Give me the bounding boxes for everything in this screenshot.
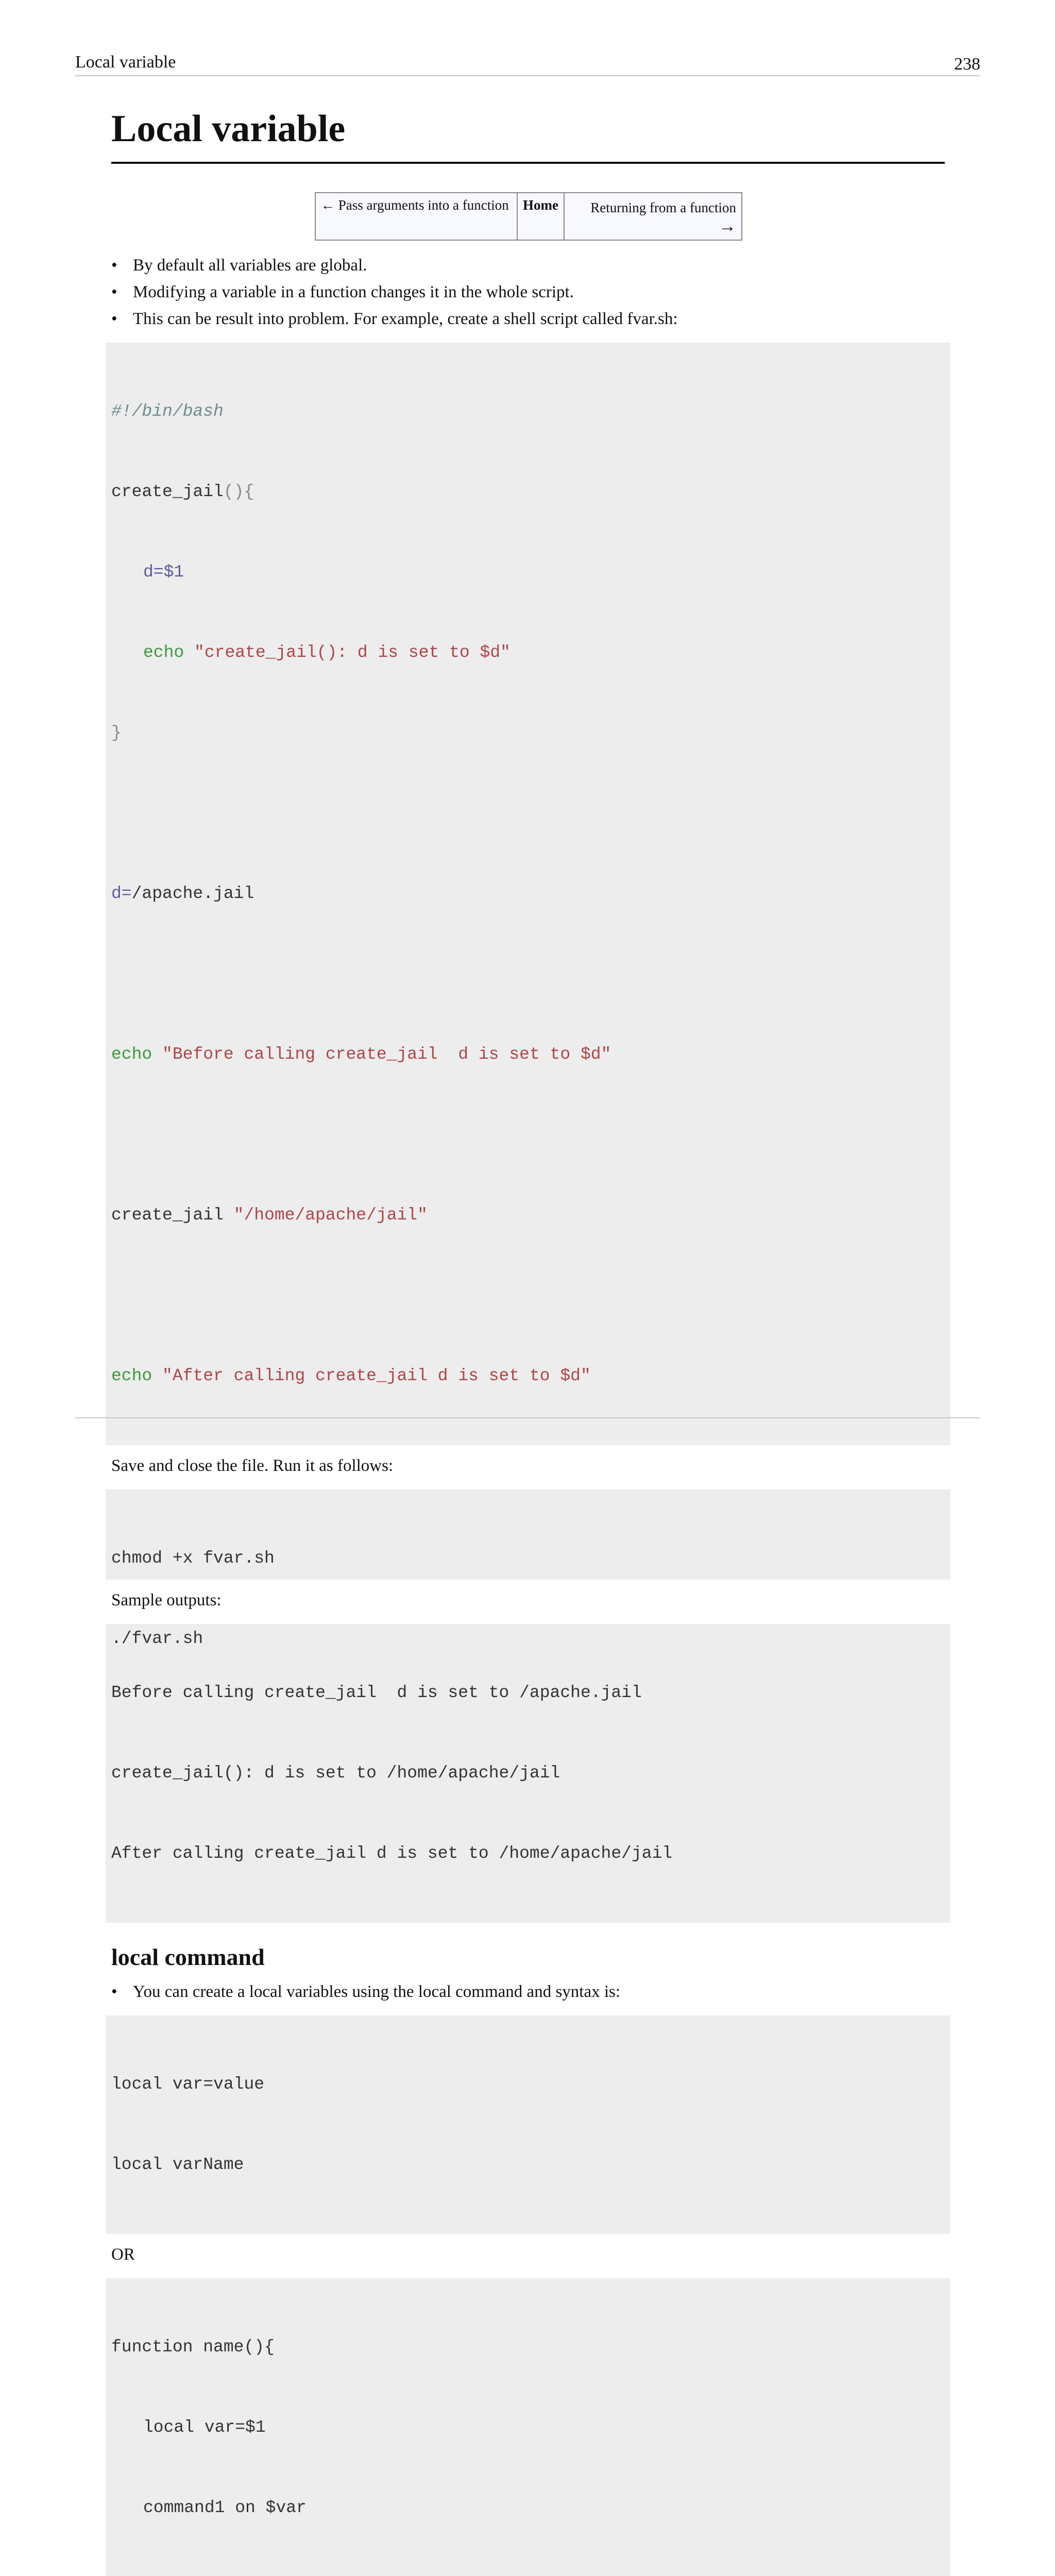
nav-prev-link[interactable]: ← Pass arguments into a function — [315, 193, 517, 240]
article-content — [111, 103, 950, 2576]
list-item: • This can be result into problem. For example, create a shell script called fvar.sh: — [111, 306, 950, 332]
code-comment: #!/bin/bash — [111, 402, 224, 421]
list-item: • You can create a local variables using the local command and syntax is: — [111, 1978, 950, 2005]
code-variable: d= — [143, 563, 164, 582]
intro-bullet-list — [111, 252, 950, 332]
code-line: Before calling create_jail d is set to /apache.jail — [111, 1683, 642, 1702]
code-function-name: create_jail — [111, 482, 224, 501]
sample-outputs-label: Sample outputs: — [111, 1591, 222, 1609]
code-line: After calling create_jail d is set to /home/apache/jail — [111, 1844, 673, 1863]
code-variable: d= — [111, 884, 132, 903]
save-instruction: Save and close the file. Run it as follows: — [111, 1456, 394, 1475]
code-variable-value: $1 — [163, 563, 184, 582]
or-text: OR — [111, 2245, 135, 2264]
code-line: local var=value — [111, 2075, 265, 2094]
code-builtin: echo — [143, 643, 184, 662]
code-function-call: create_jail — [111, 1206, 224, 1225]
code-punctuation: (){ — [223, 482, 254, 501]
code-block-fvar-script — [106, 343, 950, 1445]
code-block-function-example — [106, 2278, 950, 2576]
code-line: chmod +x fvar.sh — [111, 1549, 275, 1568]
code-line: create_jail(): d is set to /home/apache/jail — [111, 1764, 560, 1783]
nav-home-link[interactable]: Home — [517, 193, 564, 240]
list-item: • By default all variables are global. — [111, 252, 950, 279]
page-number: 238 — [954, 55, 980, 74]
right-arrow-icon: → — [718, 217, 736, 236]
code-builtin: echo — [111, 1045, 152, 1064]
code-line — [111, 2575, 945, 2576]
code-punctuation: } — [111, 723, 122, 742]
nav-next-link[interactable] — [564, 193, 742, 240]
running-title: Local variable — [75, 53, 176, 72]
code-string: "/home/apache/jail" — [233, 1206, 428, 1225]
code-string: "create_jail(): d is set to $d" — [194, 643, 511, 662]
page-title: Local variable — [111, 103, 945, 164]
code-variable-value: /apache.jail — [131, 884, 254, 903]
code-builtin: echo — [111, 1366, 152, 1385]
code-line: local varName — [111, 2155, 244, 2174]
code-line: ./fvar.sh — [111, 1629, 203, 1648]
code-string: "Before calling create_jail d is set to $d" — [162, 1045, 611, 1064]
code-block-local-syntax — [106, 2015, 950, 2234]
code-line: function name(){ — [111, 2337, 275, 2357]
navigation-table — [315, 192, 742, 241]
page-header — [75, 49, 980, 76]
list-item: • Modifying a variable in a function changes it in the whole script. — [111, 279, 950, 306]
code-line: command1 on $var — [143, 2498, 307, 2517]
section-heading: local command — [111, 1944, 265, 1970]
code-line: local var=$1 — [143, 2418, 266, 2437]
nav-next-label: Returning from a function — [590, 200, 736, 215]
footer-rule — [75, 1417, 980, 1418]
code-string: "After calling create_jail d is set to $d" — [162, 1366, 591, 1385]
code-block-sample-output — [106, 1624, 950, 1923]
local-bullet-list — [111, 1978, 950, 2005]
